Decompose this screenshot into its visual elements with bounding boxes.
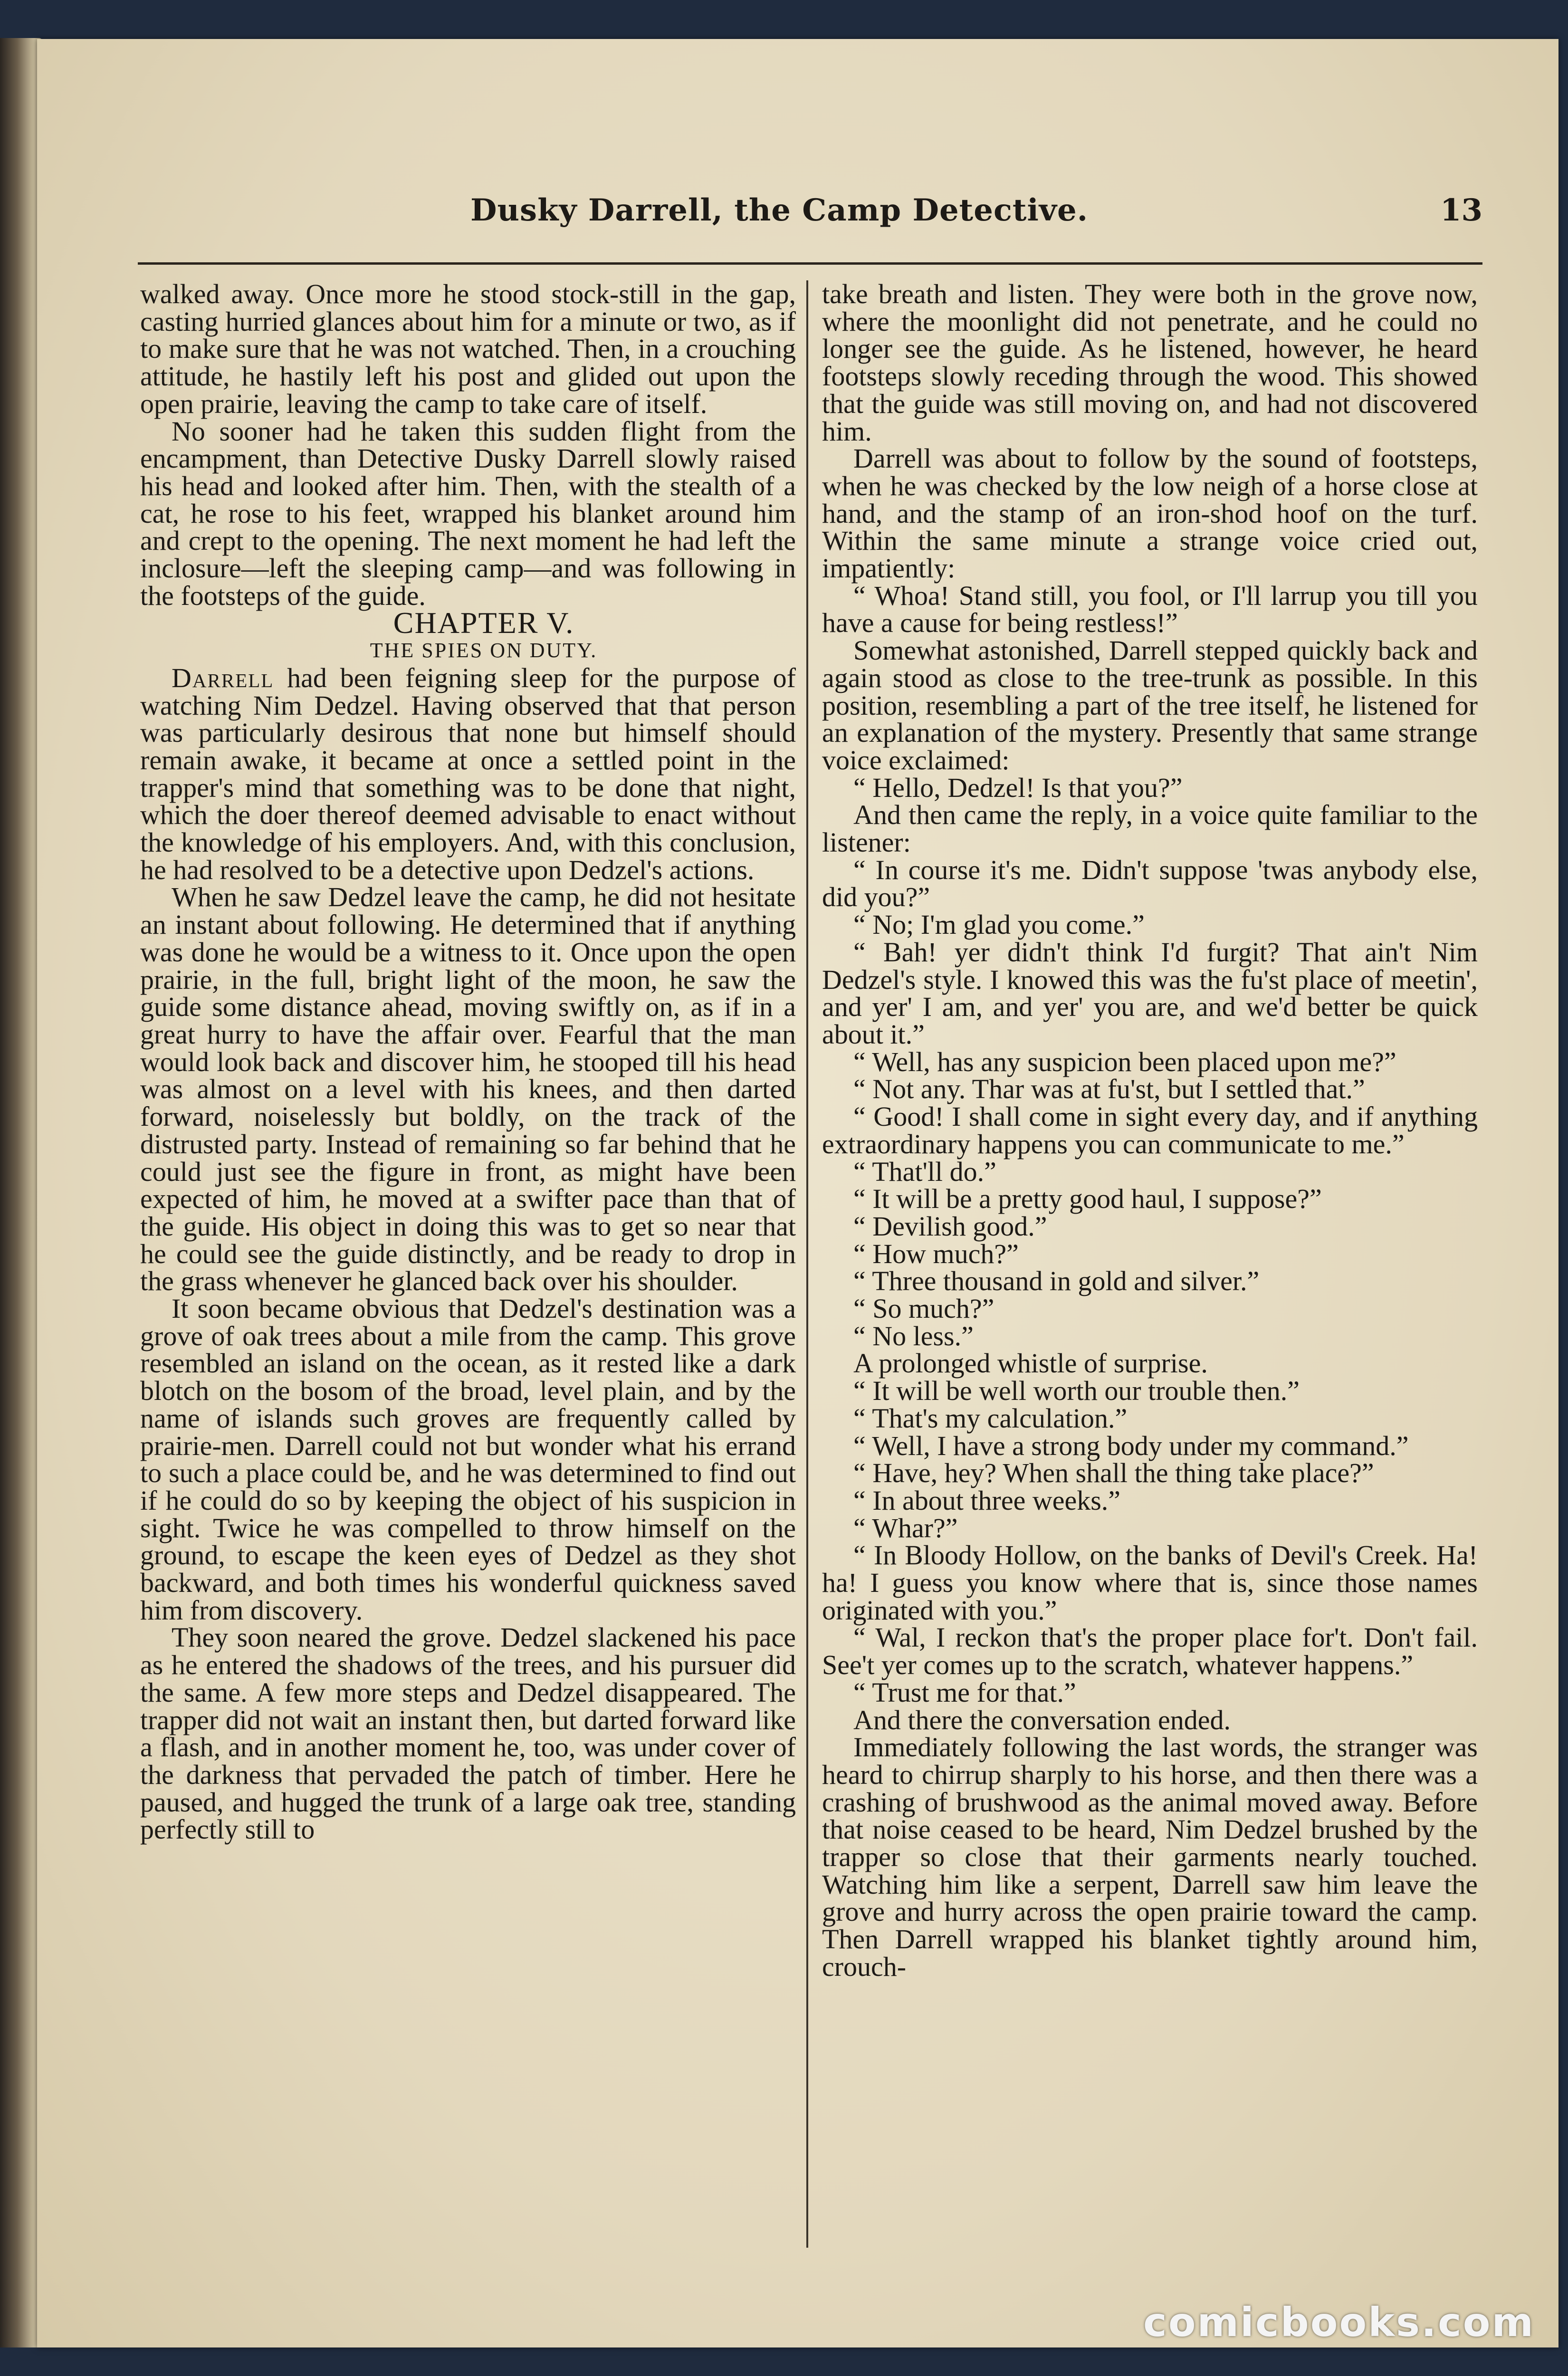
paragraph: Immediately following the last words, the stranger was heard to chirrup sharply to his horse, and then there was a crashing of brushwood as the animal moved away. Before that noise ceased to be heard, Nim Dedzel brushed by the trapper so close that their garments nearly touched. Watching him like a serpent, Darrell saw him leave the grove and hurry across the open prairie toward the camp. Then Darrell wrapped his blanket tightly around him, crouch- [822, 1732, 1478, 1982]
dialogue-line: “ Wal, I reckon that's the proper place for't. Don't fail. See't yer comes up to the scratch, whatever happens.” [822, 1622, 1478, 1681]
paragraph [140, 664, 796, 884]
dialogue-line: “ How much?” [853, 1238, 1019, 1269]
dialogue-line: “ Well, I have a strong body under my command.” [853, 1430, 1409, 1461]
paragraph: take breath and listen. They were both in the grove now, where the moonlight did not penetrate, and he could no longer see the guide. As he listened, however, he heard footsteps slowly receding through the wood. This showed that the guide was still moving on, and had not discovered him. [822, 280, 1478, 447]
paragraph: They soon neared the grove. Dedzel slackened his pace as he entered the shadows of the trees, and his pursuer did the same. A few more steps and Dedzel disappeared. The trapper did not wait an instant then, but darted forward like a flash, and in another moment he, too, was under cover of the darkness that pervaded the patch of timber. Here he paused, and hugged the trunk of a large oak tree, standing perfectly still to [140, 1622, 796, 1845]
dialogue-line: “ In about three weeks.” [853, 1485, 1121, 1516]
dialogue-line: “ So much?” [853, 1293, 994, 1324]
right-column [822, 280, 1478, 2252]
dialogue-line: “ Whar?” [853, 1512, 958, 1543]
page-binding-edge [0, 38, 43, 2347]
dialogue-line: “ Bah! yer didn't think I'd furgit? That ain't Nim Dedzel's style. I knowed this was the fu'st place of meetin', and yer' I am, and yer' you are, and we'd better be quick about it.” [822, 936, 1478, 1050]
paragraph: No sooner had he taken this sudden flight from the encampment, than Detective Dusky Darrell slowly raised his head and looked after him. Then, with the stealth of a cat, he rose to his feet, wrapped his blanket around him and crept to the opening. The next moment he had left the inclosure—left the sleeping camp—and was following in the footsteps of the guide. [140, 415, 796, 611]
dialogue-line: “ In Bloody Hollow, on the banks of Devil's Creek. Ha! ha! I guess you know where that is, since those names originated with you.” [822, 1540, 1478, 1626]
dialogue-line: “ Three thousand in gold and silver.” [853, 1265, 1260, 1297]
paragraph: walked away. Once more he stood stock-still in the gap, casting hurried glances about him for a minute or two, as if to make sure that he was not watched. Then, in a crouching attitude, he hastily left his post and glided out upon the open prairie, leaving the camp to take care of itself. [140, 280, 796, 419]
dialogue-line: “ Well, has any suspicion been placed upon me?” [853, 1046, 1396, 1077]
paragraph-text: had been feigning sleep for the purpose of watching Nim Dedzel. Having observed that that person was particularly desirous that none but himself should remain awake, it became at once a settled point in the trapper's mind that something was to be done that night, which the doer thereof deemed advisable to enact without the knowledge of his employers. And, with this conclusion, he had resolved to be a detective upon Dedzel's actions. [140, 662, 796, 885]
paragraph-lead: Darrell [172, 662, 274, 693]
paragraph: And there the conversation ended. [853, 1704, 1231, 1735]
dialogue-line: “ It will be a pretty good haul, I suppose?” [853, 1183, 1322, 1215]
running-title: Dusky Darrell, the Camp Detective. [470, 192, 1088, 228]
dialogue-line: “ Hello, Dedzel! Is that you?” [853, 772, 1183, 803]
dialogue-line: “ Not any. Thar was at fu'st, but I settled that.” [853, 1073, 1365, 1105]
page-number: 13 [1440, 192, 1482, 228]
page-header [138, 188, 1482, 245]
dialogue-line: “ Good! I shall come in sight every day, and if anything extraordinary happens you can communicate to me.” [822, 1101, 1478, 1159]
paragraph: Darrell was about to follow by the sound of footsteps, when he was checked by the low neigh of a horse close at hand, and the stamp of an iron-shod hoof on the turf. Within the same minute a strange voice cried out, impatiently: [822, 443, 1478, 584]
left-column [140, 280, 796, 2252]
paragraph: And then came the reply, in a voice quite familiar to the listener: [822, 799, 1478, 858]
chapter-title: CHAPTER V. [393, 606, 574, 640]
paragraph: It soon became obvious that Dedzel's destination was a grove of oak trees about a mile from the camp. This grove resembled an island on the ocean, as it rested like a dark blotch on the bosom of the broad, level plain, and by the name of islands such groves are frequently called by prairie-men. Darrell could not but wonder what his errand to such a place could be, and he was determined to find out if he could do so by keeping the object of his suspicion in sight. Twice he was compelled to throw himself on the ground, to escape the keen eyes of Dedzel as they shot backward, and both times his wonderful quickness saved him from discovery. [140, 1293, 796, 1626]
paragraph: Somewhat astonished, Darrell stepped quickly back and again stood as close to the tree-trunk as possible. In this position, resembling a part of the tree itself, he listened for an explanation of the mystery. Presently that same strange voice exclaimed: [822, 635, 1478, 776]
dialogue-line: “ No; I'm glad you come.” [853, 909, 1145, 940]
dialogue-line: “ It will be well worth our trouble then.” [853, 1375, 1300, 1407]
chapter-subtitle: THE SPIES ON DUTY. [370, 639, 598, 662]
dialogue-line: “ Trust me for that.” [853, 1677, 1076, 1708]
dialogue-line: “ That's my calculation.” [853, 1402, 1128, 1434]
header-rule [138, 262, 1482, 265]
dialogue-line: “ Devilish good.” [853, 1210, 1047, 1242]
dialogue-line: “ In course it's me. Didn't suppose 'twas anybody else, did you?” [822, 854, 1478, 913]
dialogue-line: “ That'll do.” [853, 1156, 996, 1187]
paragraph: When he saw Dedzel leave the camp, he did not hesitate an instant about following. He determined that if anything was done he would be a witness to it. Once upon the open prairie, in the full, bright light of the moon, he saw the guide some distance ahead, moving swiftly on, as if in a great hurry to have the affair over. Fearful that the man would look back and discover him, he stooped till his head was almost on a level with his knees, and then darted forward, noiselessly but boldly, on the track of the distrusted party. Instead of remaining so far behind that he could just see the figure in front, as might have been expected of him, he moved at a swifter pace than that of the guide. His object in doing this was to get so near that he could see the guide distinctly, and be ready to drop in the grass whenever he glanced back over his shoulder. [140, 881, 796, 1297]
column-divider [806, 280, 808, 2248]
dialogue-line: “ Have, hey? When shall the thing take place?” [853, 1457, 1374, 1489]
dialogue-line: “ Whoa! Stand still, you fool, or I'll larrup you till you have a cause for being restless!” [822, 580, 1478, 639]
paragraph: A prolonged whistle of surprise. [853, 1348, 1208, 1379]
dialogue-line: “ No less.” [853, 1320, 974, 1351]
watermark: comicbooks.com [1143, 2299, 1535, 2346]
